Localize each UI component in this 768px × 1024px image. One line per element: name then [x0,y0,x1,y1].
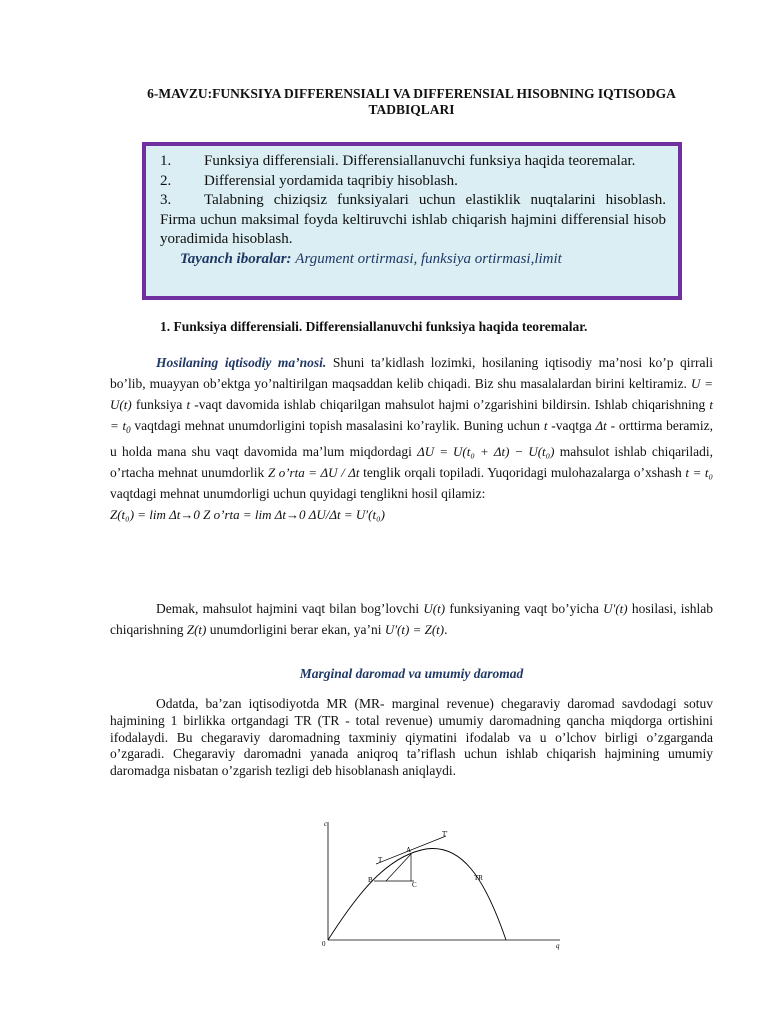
text: vaqtdagi mehnat unumdorligi uchun quyidagi tenglikni hosil qilamiz: [110,486,486,501]
t-prime-label: T' [442,830,448,838]
keywords-line [180,250,666,270]
formula: ΔU = U(t₀ + Δt) − U(t₀) [417,444,555,459]
text: mahsulot ishlab chiqariladi, o’rtacha mehnat unumdorlik [110,444,713,480]
text: vaqtdagi mehnat unumdorligini topish masalasini ko’raylik. Buning uchun [130,418,544,433]
topic-number: 3. [160,192,172,208]
topic-number: 2. [160,172,172,189]
formula: Z o’rta = ΔU / Δt [267,465,360,480]
topic-text: Funksiya differensiali. Differensiallanuvchi funksiya haqida teoremalar. [204,153,636,169]
text: unumdorligini berar ekan, ya’ni [206,622,385,637]
text: -vaqtga [547,418,596,433]
keywords-label: Tayanch iboralar: [180,250,292,267]
topic-item-3 [160,191,666,250]
paragraph-derivative-meaning: Hosilaning iqtisodiy ma’nosi. Shuni ta’kidlash lozimki, hosilaning iqtisodiy ma’nosi ko’p qirrali bo’lib, muayyan ob’ektga yo’naltirilgan maqsaddan kelib chiqadi. Biz shu masalalardan birini keltiramiz. U = U(t) funksiya t -vaqt davomida ishlab chiqarilgan mahsulot hajmi o’zgarishini bildirsin. Ishlab chiqarishning $t = t_0$ vaqtdagi mehnat unumdorligini topish masalasini ko’raylik. Buning uchun t -vaqtga Δt - orttirma beramiz, u holda mana shu vaqt davomida ma’lum miqdordagi ΔU = U(t₀ + Δt) − U(t₀) mahsulot ishlab chiqariladi, o’rtacha mehnat unumdorlik Z o’rta = ΔU / Δt tenglik orqali topiladi. Yuqoridagi mulohazalarga o’xshash t = t₀ vaqtdagi mehnat unumdorligi uchun quyidagi tenglikni hosil qilamiz: Z(t₀) = lim Δt→0 Z o’rta = lim Δt→0 ΔU/Δt = U′(t₀) [110,352,713,525]
paragraph-marginal-revenue: Odatda, ba’zan iqtisodiyotda MR (MR- marginal revenue) chegaraviy daromad savdodagi sotuv hajmining 1 birlikka ortgandagi TR (TR - total revenue) umumiy daromadning qancha miqdorga ortishini ifodalaydi. Bu chegaraviy daromadning taxminiy qiymatini ifodalab va u o’lchov birligi o’zgarganda o’zgaradi. Chegaraviy daromadni yanada aniqroq ta’riflash uchun ishlab chiqarish hajmining umumiy daromadga nisbatan o’zgarish tezligi deb hisoblanash aniqlaydi. [110,696,713,779]
text: hosilasi, ishlab chiqarishning [110,601,714,637]
x-axis-label: q [556,942,560,950]
text: Shuni ta’kidlash lozimki, hosilaning iqtisodiy ma’nosi ko’p qirrali bo’lib, muayyan ob’ektga yo’naltirilgan maqsaddan kelib chiqadi. Biz shu masalalardan birini keltiramiz. [110,355,714,391]
text: - orttirma beramiz, u holda mana shu vaqt davomida ma’lum miqdordagi [110,418,713,459]
text: . [444,622,448,637]
tr-curve [328,848,506,940]
revenue-figure [316,816,566,950]
keywords-text: Argument ortirmasi, funksiya ortirmasi,limit [295,250,562,267]
point-a-label: A [406,846,412,854]
y-axis-label: c [324,820,328,828]
point-c-label: C [412,881,417,889]
point-b-label: B [368,876,373,884]
topic-item-1 [160,152,666,172]
formula: U(t) [423,601,446,616]
secant-line [386,854,411,881]
formula-limit: Z(t₀) = lim Δt→0 Z o’rta = lim Δt→0 ΔU/Δt = U′(t₀) [110,507,385,522]
formula: U′(t) = Z(t) [384,622,445,637]
topic-text: Differensial yordamida taqribiy hisoblash. [204,172,458,189]
topic-number: 1. [160,153,172,169]
text: Demak, mahsulot hajmini vaqt bilan bog’lovchi [156,601,424,616]
formula: U′(t) [603,601,628,616]
formula: t [543,418,548,433]
page-title: 6-MAVZU:FUNKSIYA DIFFERENSIALI VA DIFFERENSIAL HISOBNING IQTISODGA TADBIQLARI [147,86,676,117]
text: tenglik orqali topiladi. Yuqoridagi mulohazalarga o’xshash [359,465,686,480]
text: -vaqt davomida ishlab chiqarilgan mahsulot hajmi o’zgarishini bildirsin. Ishlab chiqarishning [190,397,710,412]
topic-item-2 [160,172,666,192]
formula: t [186,397,191,412]
formula: Δt [595,418,607,433]
t-label: T [378,856,383,864]
text: funksiya [131,397,187,412]
formula: U = U(t) [110,376,714,412]
paragraph-lead: Hosilaning iqtisodiy ma’nosi. [156,355,327,370]
formula: t = t₀ [685,465,714,480]
section-heading-2: Marginal daromad va umumiy daromad [299,666,524,681]
topic-text: Talabning chiziqsiz funksiyalari uchun elastiklik nuqtalarini hisoblash. Firma uchun maksimal foyda keltiruvchi ishlab chiqarish hajmini differensial hisob yoradimida hisoblash. [160,192,666,247]
formula: Z(t) [186,622,207,637]
paragraph-conclusion [110,598,713,640]
formula: t = t [110,397,713,433]
section-heading-1: 1. Funksiya differensiali. Differensiallanuvchi funksiya haqida teoremalar. [160,319,588,334]
topics-box [142,142,682,300]
tr-label: TR [474,874,483,882]
text: funksiyaning vaqt bo’yicha [445,601,604,616]
origin-label: 0 [322,940,326,948]
